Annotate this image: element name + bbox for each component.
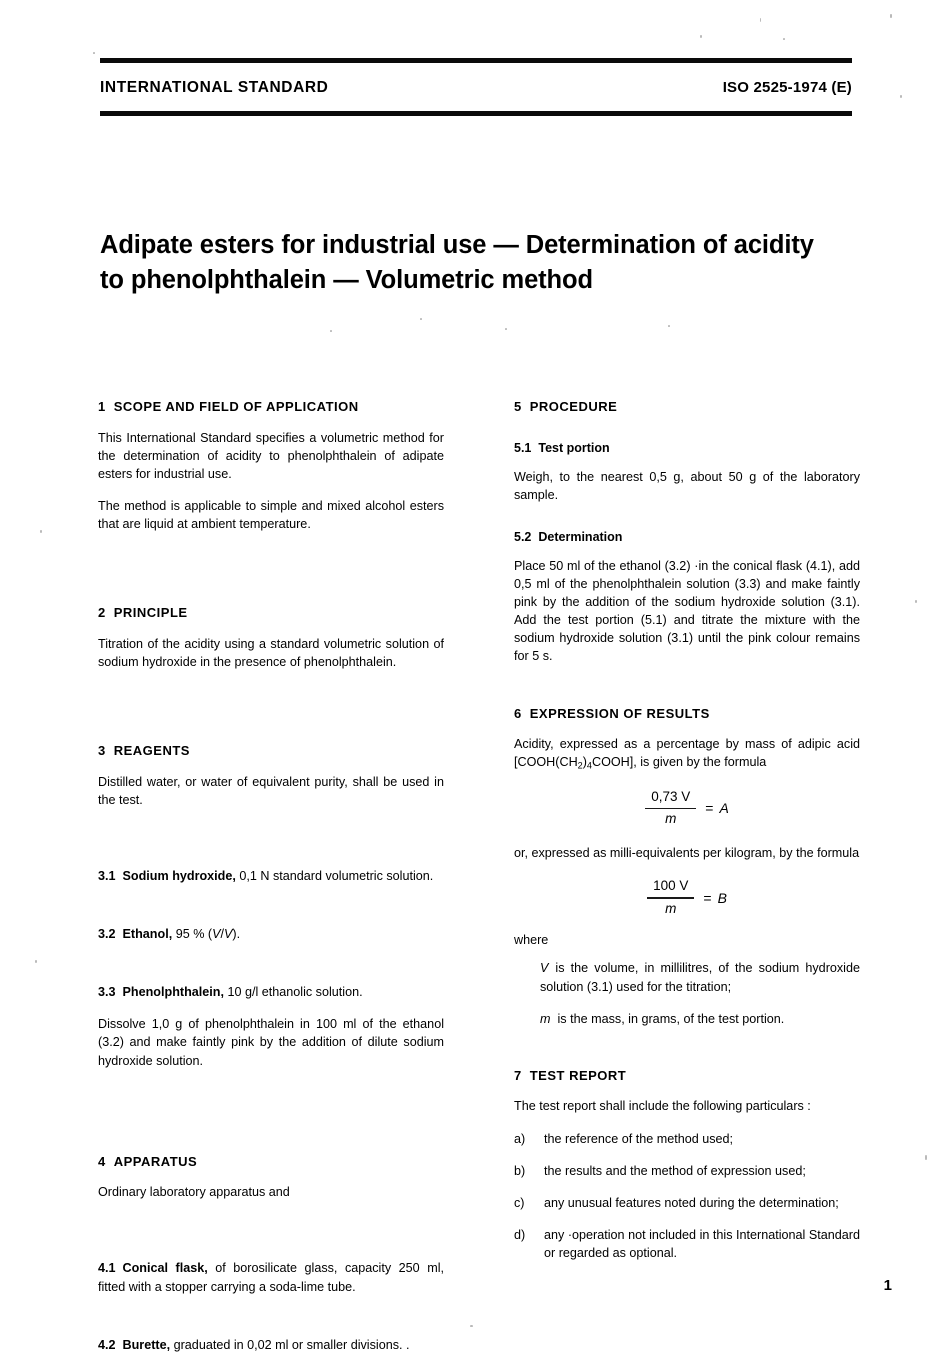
left-column [98,399,444,1354]
section-number-2: 2 [98,605,106,621]
formula-2-result-symbol: B [717,889,727,906]
formula-2-equals-sign: = [703,889,712,906]
where-label: where [514,933,549,948]
list-item-text: the results and the method of expression used; [544,1163,806,1178]
header-rule-bottom [100,111,852,116]
scan-speck [915,600,917,603]
section-6-paragraph-1 [514,735,860,772]
formula-1-equals-sign: = [705,800,714,817]
section-title-4: APPARATUS [113,1153,198,1169]
section-number-1: 1 [98,399,106,414]
fraction-2-numerator: 100 V [653,878,689,894]
page-number: 1 [883,1277,892,1294]
scan-speck [40,530,42,533]
spacer [514,680,860,706]
section-title-7: TEST REPORT [529,1067,627,1083]
list-item [514,1226,860,1262]
page-title-line-2: to phenolphthalein — Volumetric method [100,266,593,295]
spacer [514,429,860,441]
reagent-item-3-2 [98,925,444,943]
subsection-heading-5-2 [514,530,860,545]
apparatus-text-4-2: graduated in 0,02 ml or smaller divisions. . [173,1337,410,1352]
section-title-6: EXPRESSION OF RESULTS [529,705,710,721]
fraction-2-denominator: m [665,900,677,916]
spacer [514,1042,860,1068]
scan-speck [420,318,422,320]
list-item-text: any ·operation not included in this International Standard or regarded as optional. [544,1227,860,1261]
list-item-marker: c) [514,1195,525,1210]
section-6-text-c: COOH], is given by the formula [591,755,767,770]
header-standard-number: ISO 2525-1974 (E) [722,79,852,96]
scan-speck [890,14,892,18]
section-number-5: 5 [514,399,522,414]
spacer [98,823,444,867]
spacer [98,547,444,605]
right-column [514,399,860,1354]
reagent-item-3-1 [98,867,444,885]
section-title-1: SCOPE AND FIELD OF APPLICATION [113,399,359,414]
section-4-paragraph-1: Ordinary laboratory apparatus and [98,1185,290,1200]
reagent-number-3-3: 3.3 [98,985,116,1000]
list-item-marker: a) [514,1131,526,1146]
fraction-1-denominator: m [665,811,677,827]
subsection-title-5-2: Determination [538,529,623,544]
spacer [514,518,860,530]
scan-speck [668,325,670,327]
spacer [98,899,444,925]
spacer [98,1215,444,1259]
formula-acidity-percentage [514,789,860,828]
definition-m [514,1010,860,1028]
spacer [98,1310,444,1336]
reagent-term-3-2: Ethanol, [122,927,173,942]
scan-speck [900,95,902,98]
section-number-6: 6 [514,705,522,721]
fraction-2 [647,878,694,917]
section-1-paragraph-2: The method is applicable to simple and mixed alcohol esters that are liquid at ambient temperature. [98,498,444,532]
list-item-marker: b) [514,1163,526,1178]
definition-symbol-v: V [540,961,549,976]
apparatus-term-4-1: Conical flask, [122,1261,208,1276]
formula-1-equality [705,800,729,816]
page-title [100,228,890,298]
section-3-paragraph-1: Distilled water, or water of equivalent purity, shall be used in the test. [98,774,444,807]
scan-speck [925,1155,927,1160]
list-item [514,1162,860,1180]
apparatus-number-4-1: 4.1 [98,1261,116,1276]
apparatus-term-4-2: Burette, [122,1337,171,1352]
reagent-text-3-1: 0,1 N standard volumetric solution. [239,868,434,883]
scan-speck [330,330,332,332]
section-heading-7 [514,1068,860,1084]
subsection-number-5-1: 5.1 [514,440,532,455]
scan-speck [505,328,507,330]
content-columns [98,399,860,1354]
reagent-3-3-paragraph: Dissolve 1,0 g of phenolphthalein in 100 ml of the ethanol (3.2) and make faintly pink by the addition of dilute sodium hydroxide solution. [98,1017,444,1068]
apparatus-item-4-1 [98,1259,444,1295]
scan-speck [93,52,95,54]
section-6-text-a: Acidity, expressed as a percentage by mass of adipic acid [COOH(CH [514,737,860,770]
spacer [98,1142,444,1154]
section-heading-5 [514,399,860,415]
reagent-text-3-2-a: 95 % ( [175,927,213,942]
subsection-title-5-1: Test portion [538,440,610,455]
reagent-term-3-1: Sodium hydroxide, [122,868,236,883]
section-6-text-b: ) [582,755,587,770]
section-1-paragraph-1: This International Standard specifies a volumetric method for the determination of acidity to phenolphthalein of adipate esters for industrial use. [98,430,444,481]
section-number-4: 4 [98,1153,106,1169]
section-6-paragraph-2: or, expressed as milli-equivalents per kilogram, by the formula [514,845,860,860]
section-heading-3 [98,743,444,759]
definition-symbol-m: m [540,1011,551,1026]
reagent-number-3-2: 3.2 [98,927,116,942]
section-title-3: REAGENTS [113,743,190,759]
subsection-number-5-2: 5.2 [514,529,532,544]
fraction-1 [645,789,696,828]
apparatus-text-4-1: of borosilicate glass, capacity 250 ml, fitted with a stopper carrying a soda-lime tube. [98,1261,444,1294]
definition-v [514,959,860,995]
apparatus-number-4-2: 4.2 [98,1337,116,1352]
list-item [514,1130,860,1148]
subsection-5-2-paragraph: Place 50 ml of the ethanol (3.2) ·in the conical flask (4.1), add 0,5 ml of the phenolphthalein solution (3.3) and make faintly pink by the addition of the sodium hydroxide solution (3.1). Add the test portion (5.1) and titrate the mixture with the sodium hydroxide solution (3.1) until the pink colour remains for 5 s. [514,558,860,664]
formula-2-equality [703,890,727,906]
reagent-item-3-3 [98,983,444,1001]
section-number-3: 3 [98,743,106,759]
section-heading-4 [98,1154,444,1170]
section-heading-6 [514,706,860,722]
reagent-symbol-v-2: V [224,927,233,942]
formula-1-result-symbol: A [719,800,729,817]
formula-milliequivalents [514,878,860,917]
reagent-text-3-2-b: / [220,927,225,942]
definition-text-v: is the volume, in millilitres, of the sodium hydroxide solution (3.1) used for the titration; [540,961,860,994]
reagent-text-3-2-c: ). [232,927,241,942]
scan-speck [760,18,761,22]
list-item-text: any unusual features noted during the determination; [544,1195,839,1210]
section-7-paragraph-1: The test report shall include the following particulars : [514,1099,811,1114]
spacer [98,957,444,983]
fraction-1-numerator: 0,73 V [651,788,691,804]
section-heading-2 [98,605,444,621]
page-title-line-1: Adipate esters for industrial use — Determination of acidity [100,231,814,259]
section-title-5: PROCEDURE [529,399,618,414]
reagent-symbol-v-1: V [212,927,221,942]
list-item-marker: d) [514,1227,526,1242]
subsection-5-1-paragraph: Weigh, to the nearest 0,5 g, about 50 g of the laboratory sample. [514,469,860,502]
section-number-7: 7 [514,1067,522,1083]
apparatus-item-4-2 [98,1336,444,1354]
reagent-term-3-3: Phenolphthalein, [122,985,224,1000]
reagent-text-3-3: 10 g/l ethanolic solution. [227,985,363,1000]
scan-speck [35,960,37,963]
formula-subscript-2: 2 [577,760,583,771]
list-item [514,1194,860,1212]
section-title-2: PRINCIPLE [113,605,188,621]
definition-text-m: is the mass, in grams, of the test portion. [557,1011,785,1026]
spacer [98,685,444,743]
reagent-number-3-1: 3.1 [98,868,116,883]
section-2-paragraph-1: Titration of the acidity using a standard volumetric solution of sodium hydroxide in the presence of phenolphthalein. [98,636,444,669]
scan-speck [783,38,785,40]
subsection-heading-5-1 [514,441,860,456]
list-item-text: the reference of the method used; [544,1131,734,1146]
scan-speck [700,35,702,38]
formula-subscript-4: 4 [586,760,592,771]
spacer [98,1084,444,1142]
page-header [100,58,852,116]
section-heading-1 [98,399,444,415]
header-standard-label: INTERNATIONAL STANDARD [100,79,329,96]
